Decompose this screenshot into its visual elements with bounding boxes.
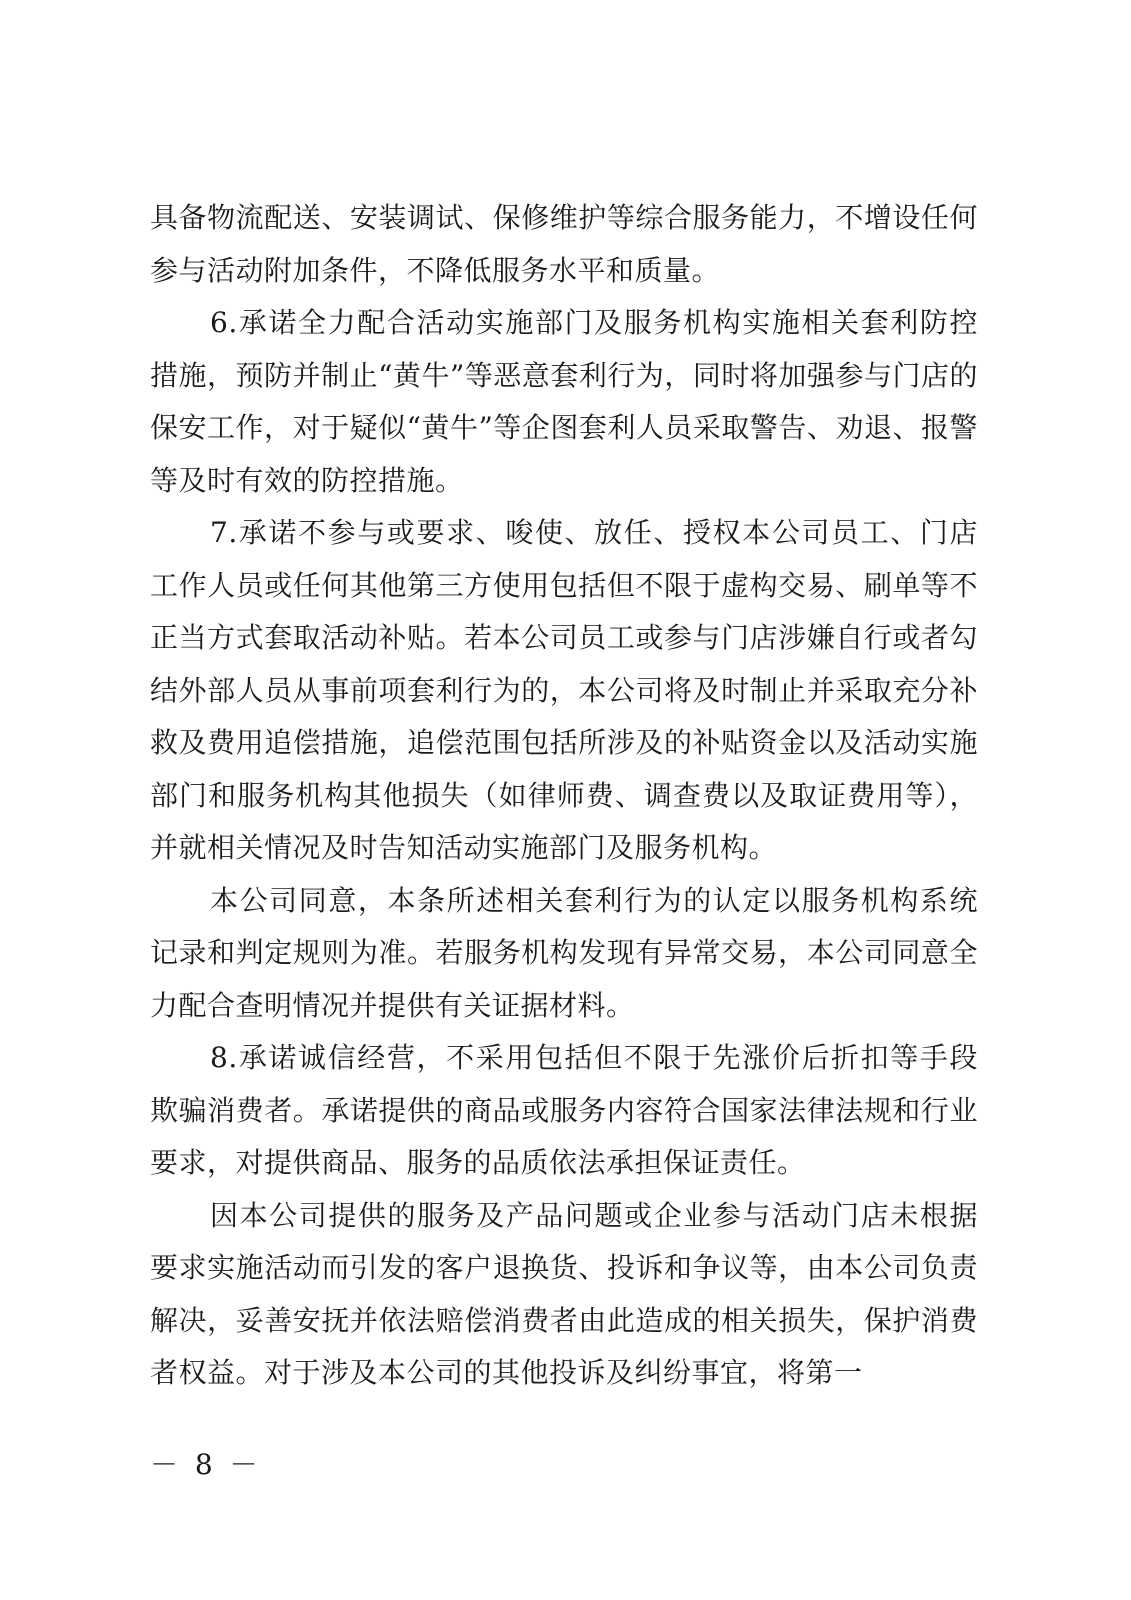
- document-body: [150, 192, 978, 1400]
- paragraph-item-8-liability: 因本公司提供的服务及产品问题或企业参与活动门店未根据要求实施活动而引发的客户退换货、投诉和争议等，由本公司负责解决，妥善安抚并依法赔偿消费者由此造成的相关损失，保护消费者权益。对于涉及本公司的其他投诉及纠纷事宜，将第一: [150, 1198, 978, 1389]
- paragraph-continuation: 具备物流配送、安装调试、保修维护等综合服务能力，不增设任何参与活动附加条件，不降低服务水平和质量。: [150, 201, 978, 287]
- paragraph-item-6: 6.承诺全力配合活动实施部门及服务机构实施相关套利防控措施，预防并制止“黄牛”等恶意套利行为，同时将加强参与门店的保安工作，对于疑似“黄牛”等企图套利人员采取警告、劝退、报警等及时有效的防控措施。: [150, 306, 978, 497]
- paragraph-item-8: 8.承诺诚信经营，不采用包括但不限于先涨价后折扣等手段欺骗消费者。承诺提供的商品或服务内容符合国家法律法规和行业要求，对提供商品、服务的品质依法承担保证责任。: [150, 1041, 978, 1179]
- paragraph-item-7-consent: 本公司同意，本条所述相关套利行为的认定以服务机构系统记录和判定规则为准。若服务机构发现有异常交易，本公司同意全力配合查明情况并提供有关证据材料。: [150, 883, 978, 1022]
- paragraph-item-7: 7.承诺不参与或要求、唆使、放任、授权本公司员工、门店工作人员或任何其他第三方使用包括但不限于虚构交易、刷单等不正当方式套取活动补贴。若本公司员工或参与门店涉嫌自行或者勾结外部人员从事前项套利行为的，本公司将及时制止并采取充分补救及费用追偿措施，追偿范围包括所涉及的补贴资金以及活动实施部门和服务机构其他损失（如律师费、调查费以及取证费用等），并就相关情况及时告知活动实施部门及服务机构。: [150, 516, 978, 864]
- page-number: － 8 －: [150, 1448, 262, 1481]
